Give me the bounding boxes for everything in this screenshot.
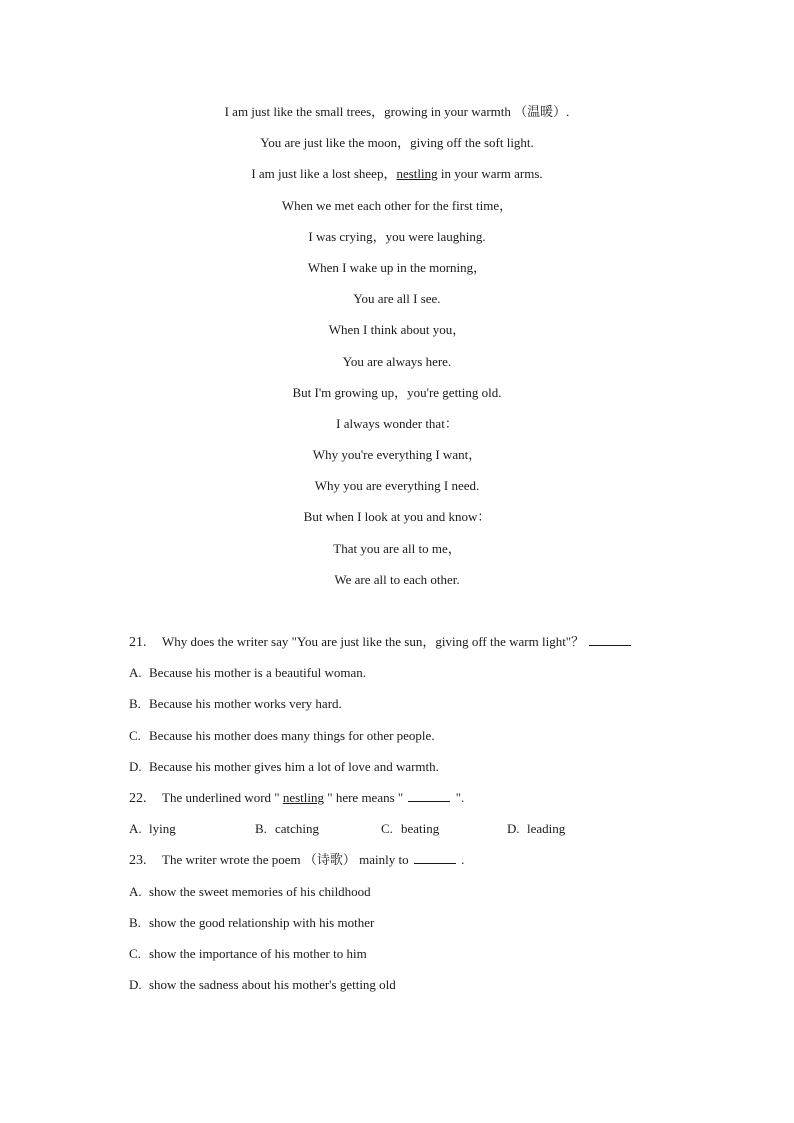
option-text: Because his mother is a beautiful woman.	[149, 665, 366, 681]
poem-line	[0, 162, 794, 193]
poem-line: When I wake up in the morning，	[307, 259, 487, 275]
option-c[interactable]	[381, 817, 507, 841]
option-c[interactable]	[129, 724, 689, 755]
question-number: 21.	[129, 635, 147, 650]
option-letter: D.	[129, 977, 142, 993]
option-a[interactable]	[129, 880, 689, 911]
option-d[interactable]	[129, 973, 689, 1004]
poem-line: I was crying，you were laughing.	[308, 228, 486, 244]
poem-line: But I'm growing up，you're getting old.	[292, 384, 502, 400]
options-row	[129, 817, 689, 848]
option-text: Because his mother works very hard.	[149, 696, 342, 712]
option-text: lying	[149, 821, 176, 837]
option-letter: A.	[129, 821, 142, 837]
question-text: Why does the writer say "You are just like the sun，giving off the warm light"？	[162, 634, 585, 649]
poem-line: I always wonder that：	[336, 415, 458, 431]
underlined-word: nestling	[396, 166, 438, 182]
option-text: show the good relationship with his mother	[149, 914, 375, 930]
poem-line: Why you're everything I want，	[312, 447, 482, 463]
option-d[interactable]	[129, 755, 689, 786]
option-d[interactable]	[507, 817, 633, 841]
poem-line: You are just like the moon，giving off the soft light.	[260, 135, 534, 151]
questions	[129, 630, 689, 1004]
option-letter: A.	[129, 883, 142, 899]
option-a[interactable]	[129, 661, 689, 692]
underlined-word: nestling	[282, 789, 325, 805]
poem-line: You are always here.	[342, 353, 452, 369]
poem-line: That you are all to me，	[333, 540, 461, 556]
option-text: Because his mother does many things for other people.	[149, 727, 435, 743]
option-c[interactable]	[129, 942, 689, 973]
option-text: beating	[401, 821, 440, 837]
question-number: 22.	[129, 790, 147, 806]
question-21	[129, 630, 689, 661]
option-letter: D.	[129, 758, 142, 774]
poem-line: I am just like the small trees，growing in your warmth （温暖）.	[224, 104, 570, 119]
poem	[0, 100, 794, 599]
option-letter: D.	[507, 821, 520, 837]
question-text: The underlined word "	[162, 789, 283, 805]
option-text: leading	[527, 821, 566, 837]
answer-blank[interactable]	[589, 631, 631, 646]
question-number: 23.	[129, 853, 147, 869]
option-a[interactable]	[129, 817, 255, 841]
option-letter: C.	[129, 727, 141, 743]
option-b[interactable]	[129, 911, 689, 942]
option-text: Because his mother gives him a lot of love and warmth.	[149, 758, 439, 774]
option-letter: B.	[129, 696, 141, 712]
option-b[interactable]	[129, 692, 689, 723]
option-b[interactable]	[255, 817, 381, 841]
question-text: ".	[452, 789, 465, 805]
poem-line: You are all I see.	[353, 291, 441, 307]
option-text: show the sweet memories of his childhood	[149, 883, 371, 899]
question-22	[129, 786, 689, 817]
question-23	[129, 848, 689, 879]
poem-line-text: I am just like a lost sheep，	[251, 166, 397, 182]
option-letter: B.	[255, 821, 267, 837]
question-text: The writer wrote the poem （诗歌） mainly to	[162, 852, 409, 868]
option-letter: C.	[129, 945, 141, 961]
poem-line: When I think about you，	[328, 322, 466, 338]
poem-line-text: in your warm arms.	[437, 166, 543, 182]
option-letter: C.	[381, 821, 393, 837]
option-text: show the importance of his mother to him	[149, 945, 367, 961]
poem-line: When we met each other for the first time，	[281, 197, 513, 213]
option-text: show the sadness about his mother's getting old	[149, 977, 396, 993]
option-letter: B.	[129, 914, 141, 930]
option-text: catching	[275, 821, 320, 837]
question-text: " here means "	[324, 789, 407, 805]
option-letter: A.	[129, 665, 142, 681]
answer-blank[interactable]	[414, 849, 456, 864]
poem-line: We are all to each other.	[334, 571, 460, 587]
poem-line: Why you are everything I need.	[314, 478, 480, 494]
question-text: .	[457, 852, 465, 868]
answer-blank[interactable]	[408, 787, 450, 802]
poem-line: But when I look at you and know：	[303, 509, 491, 525]
